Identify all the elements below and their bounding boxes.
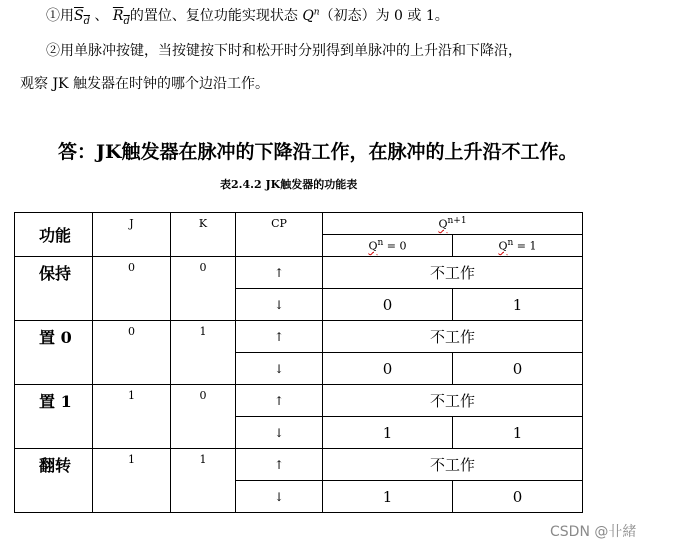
cp-falling-arrow: ↓ xyxy=(236,481,323,513)
row-down-q0: 0 xyxy=(323,289,453,321)
row-j: 1 xyxy=(93,449,171,513)
qnext-base: Q xyxy=(438,217,448,231)
row-j: 0 xyxy=(93,257,171,321)
q-symbol xyxy=(302,8,319,24)
q0-val: = 0 xyxy=(383,239,407,253)
q0-label: Q xyxy=(368,239,378,253)
csdn-watermark: CSDN @卝緒 xyxy=(550,524,637,540)
table-row-hold-up xyxy=(15,257,583,289)
answer-text: 答：JK触发器在脉冲的下降沿工作，在脉冲的上升沿不工作。 xyxy=(58,141,578,163)
instruction-line-2: ②用单脉冲按键，当按键按下时和松开时分别得到单脉冲的上升沿和下降沿， xyxy=(46,43,522,59)
table-row-set-up xyxy=(15,385,583,417)
instruction-line-1 xyxy=(46,5,449,27)
table-row-toggle-up xyxy=(15,449,583,481)
row-down-q1: 1 xyxy=(453,289,583,321)
instruction-line-3: 观察 JK 触发器在时钟的哪个边沿工作。 xyxy=(20,76,269,92)
header-cp: CP xyxy=(236,213,323,257)
row-down-q0: 1 xyxy=(323,481,453,513)
rd-sub: d xyxy=(123,15,130,27)
row-name: 翻转 xyxy=(15,449,93,513)
q1-label: Q xyxy=(498,239,508,253)
row-k: 0 xyxy=(171,257,236,321)
row-up-output: 不工作 xyxy=(323,257,583,289)
cp-rising-arrow: ↑ xyxy=(236,449,323,481)
row-j: 0 xyxy=(93,321,171,385)
sd-base: S xyxy=(74,8,84,24)
row-down-q1: 1 xyxy=(453,417,583,449)
q-sup: n xyxy=(313,7,320,18)
row-up-output: 不工作 xyxy=(323,449,583,481)
q1-sup: n xyxy=(507,238,514,249)
header-k: K xyxy=(171,213,236,257)
cp-rising-arrow: ↑ xyxy=(236,321,323,353)
row-up-output: 不工作 xyxy=(323,385,583,417)
q0-sup: n xyxy=(377,238,384,249)
row-down-q1: 0 xyxy=(453,353,583,385)
row-name: 置 1 xyxy=(15,385,93,449)
sd-sub: d xyxy=(83,15,90,27)
row-k: 0 xyxy=(171,385,236,449)
jk-function-table xyxy=(14,212,583,513)
header-func: 功能 xyxy=(15,213,93,257)
header-j: J xyxy=(93,213,171,257)
l1-middle: 的置位、复位功能实现状态 xyxy=(129,8,298,24)
table-caption: 表2.4.2 JK触发器的功能表 xyxy=(220,178,358,191)
row-name: 保持 xyxy=(15,257,93,321)
qnext-sup: n+1 xyxy=(447,216,467,227)
l1-prefix: ①用 xyxy=(46,8,74,24)
row-up-output: 不工作 xyxy=(323,321,583,353)
header-row-1 xyxy=(15,213,583,235)
row-down-q0: 0 xyxy=(323,353,453,385)
cp-falling-arrow: ↓ xyxy=(236,289,323,321)
table-row-reset-up xyxy=(15,321,583,353)
row-k: 1 xyxy=(171,321,236,385)
q1-val: = 1 xyxy=(513,239,537,253)
sd-symbol xyxy=(74,8,90,27)
q-base: Q xyxy=(302,8,314,24)
header-q0 xyxy=(323,235,453,257)
row-name: 置 0 xyxy=(15,321,93,385)
l1-suffix: （初态）为 0 或 1。 xyxy=(319,8,449,24)
header-q1 xyxy=(453,235,583,257)
rd-symbol xyxy=(112,8,130,27)
cp-rising-arrow: ↑ xyxy=(236,385,323,417)
cp-falling-arrow: ↓ xyxy=(236,417,323,449)
l1-sep: 、 xyxy=(94,8,109,24)
cp-rising-arrow: ↑ xyxy=(236,257,323,289)
row-j: 1 xyxy=(93,385,171,449)
cp-falling-arrow: ↓ xyxy=(236,353,323,385)
header-qnext xyxy=(323,213,583,235)
row-down-q1: 0 xyxy=(453,481,583,513)
row-k: 1 xyxy=(171,449,236,513)
row-down-q0: 1 xyxy=(323,417,453,449)
rd-base: R xyxy=(112,8,124,24)
